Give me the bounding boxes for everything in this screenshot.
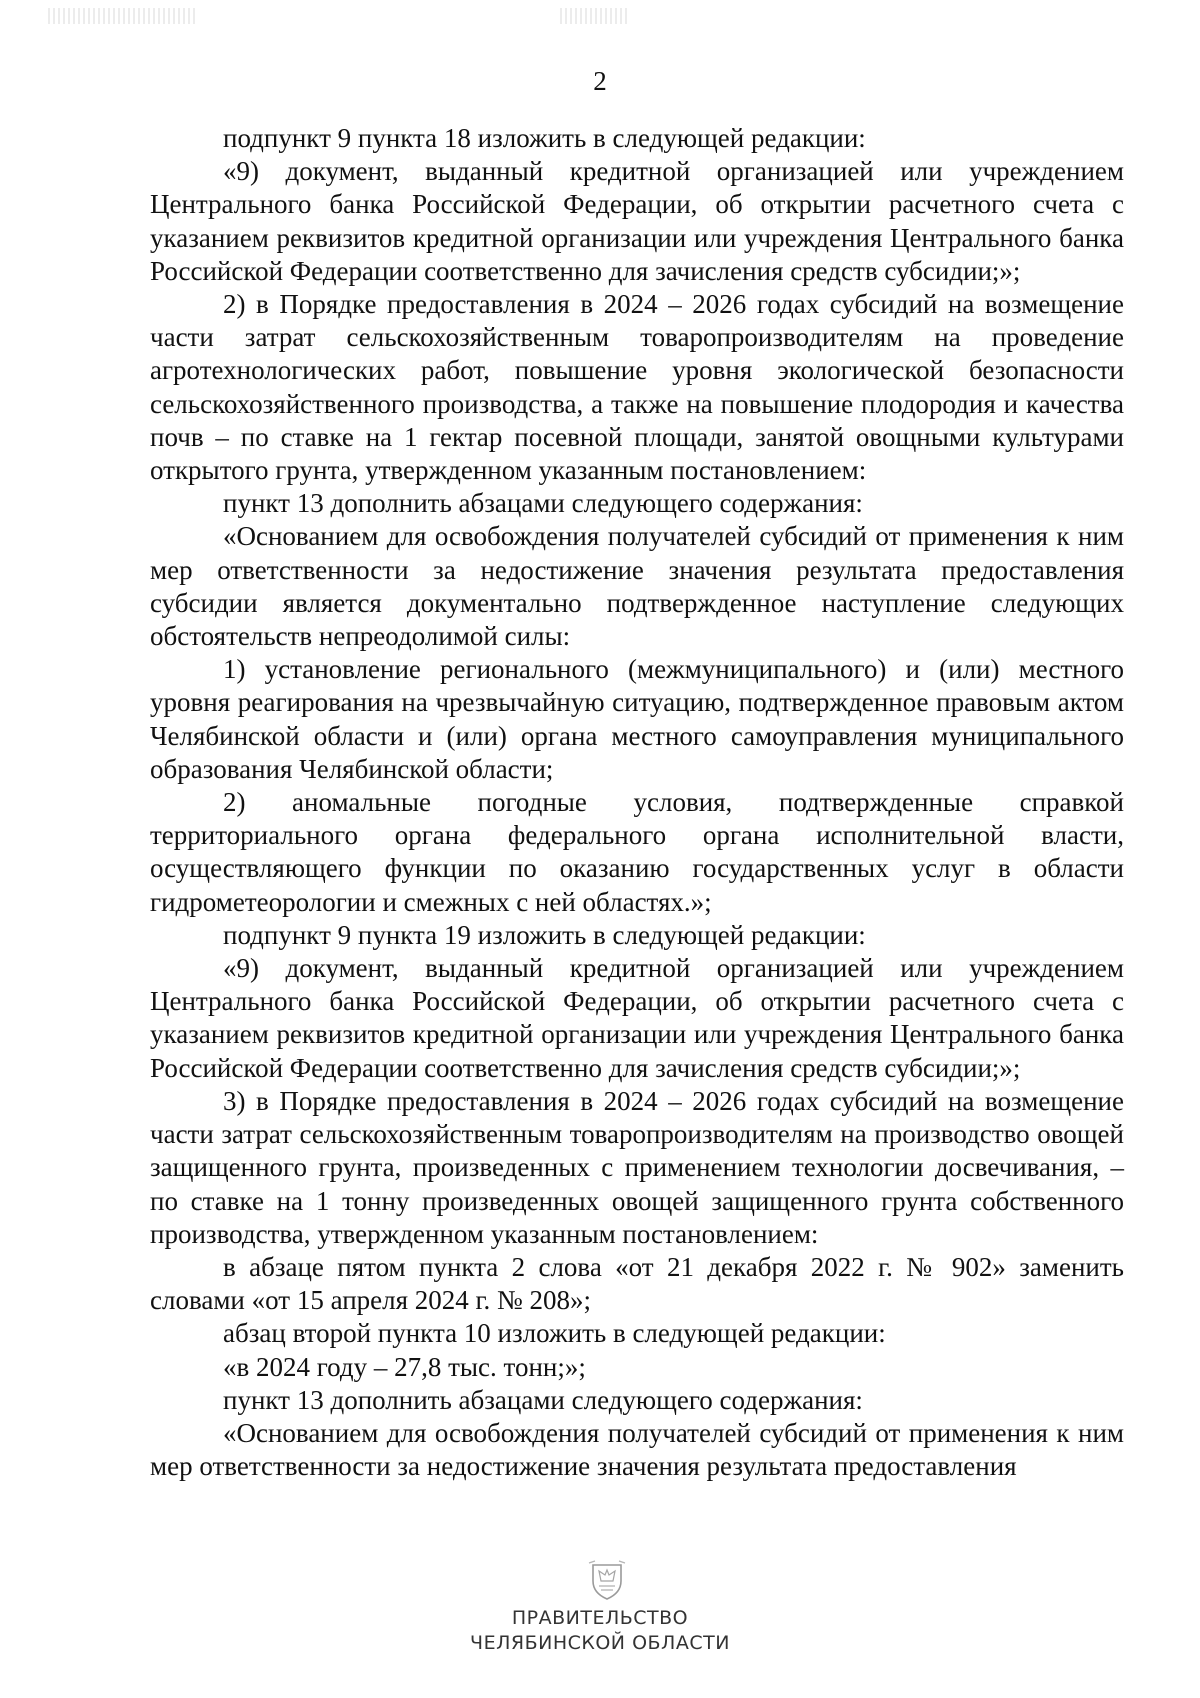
paragraph: 2) в Порядке предоставления в 2024 – 2026 годах субсидий на возмещение части затрат сельскохозяйственным товаропроизводителям на проведение агротехнологических работ, повышение уровня экологической безопасности сельскохозяйственного производства, а также на повышение плодородия и качества почв – по ставке на 1 гектар посевной площади, занятой овощными культурами открытого грунта, утвержденном указанным постановлением: bbox=[150, 289, 1124, 486]
paragraph: «9) документ, выданный кредитной организацией или учреждением Центрального банка Российской Федерации, об открытии расчетного счета с указанием реквизитов кредитной организации или учреждения Центрального банка Российской Федерации соответственно для зачисления средств субсидии;»; bbox=[150, 953, 1124, 1083]
paragraph: 3) в Порядке предоставления в 2024 – 2026 годах субсидий на возмещение части затрат сельскохозяйственным товаропроизводителям на производство овощей защищенного грунта, произведенных с применением технологии досвечивания, – по ставке на 1 тонну произведенных овощей защищенного грунта собственного производства, утвержденном указанным постановлением: bbox=[150, 1085, 1124, 1249]
issuer-stamp bbox=[0, 1606, 1200, 1656]
scan-artifact bbox=[48, 8, 198, 24]
issuer-line-1: ПРАВИТЕЛЬСТВО bbox=[511, 1607, 689, 1629]
document-body bbox=[150, 122, 1124, 1483]
paragraph: пункт 13 дополнить абзацами следующего содержания: bbox=[223, 488, 863, 519]
paragraph: 2) аномальные погодные условия, подтвержденные справкой территориального органа федерального органа исполнительной власти, осуществляющего функции по оказанию государственных услуг в области гидрометеорологии и смежных с ней областях.»; bbox=[150, 787, 1124, 917]
paragraph: «в 2024 году – 27,8 тыс. тонн;»; bbox=[223, 1351, 586, 1382]
coat-of-arms-icon bbox=[585, 1559, 629, 1603]
paragraph: «9) документ, выданный кредитной организацией или учреждением Центрального банка Российской Федерации, об открытии расчетного счета с указанием реквизитов кредитной организации или учреждения Центрального банка Российской Федерации соответственно для зачисления средств субсидии;»; bbox=[150, 156, 1124, 286]
paragraph: абзац второй пункта 10 изложить в следующей редакции: bbox=[223, 1318, 886, 1349]
paragraph: 1) установление регионального (межмуниципального) и (или) местного уровня реагирования на чрезвычайную ситуацию, подтвержденное правовым актом Челябинской области и (или) органа местного самоуправления муниципального образования Челябинской области; bbox=[150, 654, 1124, 784]
paragraph: подпункт 9 пункта 19 изложить в следующей редакции: bbox=[223, 919, 866, 950]
paragraph: в абзаце пятом пункта 2 слова «от 21 декабря 2022 г. № 902» заменить словами «от 15 апреля 2024 г. № 208»; bbox=[150, 1251, 1124, 1316]
paragraph: «Основанием для освобождения получателей субсидий от применения к ним мер ответственности за недостижение значения результата предоставления субсидии является документально подтвержденное наступление следующих обстоятельств непреодолимой силы: bbox=[150, 521, 1124, 652]
scan-artifact bbox=[560, 8, 630, 24]
page-number: 2 bbox=[593, 66, 607, 96]
issuer-line-2: ЧЕЛЯБИНСКОЙ ОБЛАСТИ bbox=[470, 1632, 730, 1654]
paragraph: пункт 13 дополнить абзацами следующего содержания: bbox=[223, 1384, 863, 1415]
paragraph: подпункт 9 пункта 18 изложить в следующей редакции: bbox=[223, 123, 866, 153]
paragraph: «Основанием для освобождения получателей субсидий от применения к ним мер ответственности за недостижение значения результата предоставления bbox=[150, 1417, 1124, 1482]
